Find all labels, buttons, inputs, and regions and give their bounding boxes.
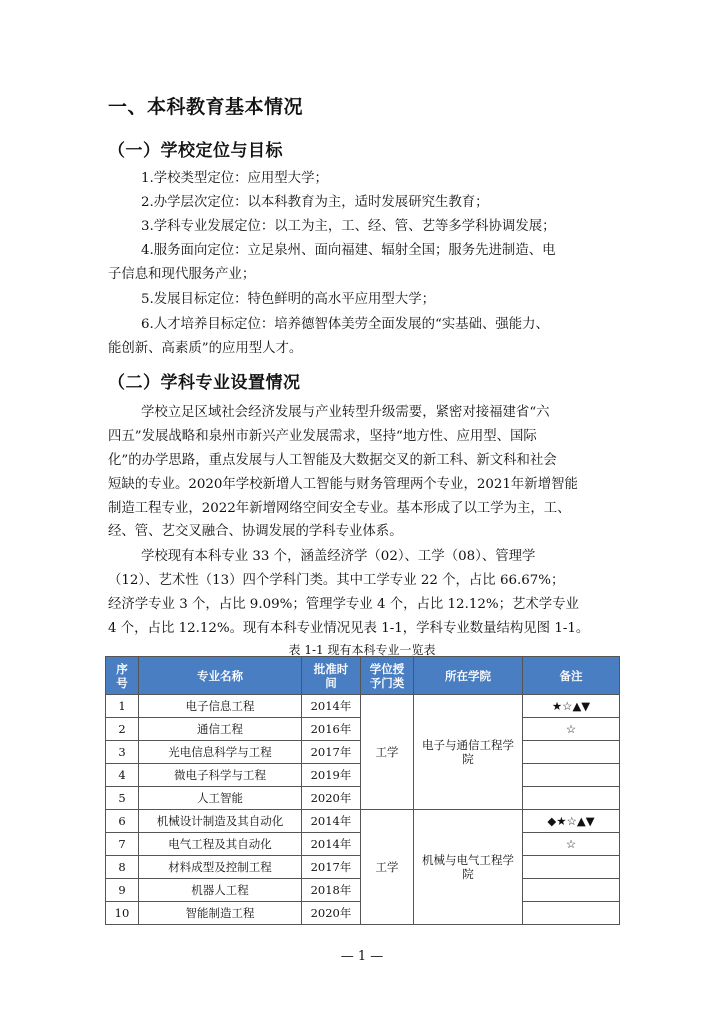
positioning-line: 2.办学层次定位：以本科教育为主，适时发展研究生教育；	[141, 195, 489, 210]
paragraph-line: 短缺的专业。2020年学校新增人工智能与财务管理两个专业，2021年新增智能	[108, 477, 578, 492]
cell-name: 材料成型及控制工程	[139, 856, 302, 879]
cell-no: 6	[106, 810, 139, 833]
cell-year: 2014年	[302, 810, 361, 833]
cell-year: 2019年	[302, 764, 361, 787]
table-header-row	[106, 657, 620, 695]
positioning-line: 能创新、高素质”的应用型人才。	[108, 341, 303, 356]
cell-no: 2	[106, 718, 139, 741]
cell-year: 2014年	[302, 833, 361, 856]
cell-note	[523, 856, 620, 879]
paragraph-line: 经济学专业 3 个，占比 9.09%；管理学专业 4 个，占比 12.12%；艺术学专业	[108, 597, 579, 612]
table-row	[106, 695, 620, 718]
cell-name: 人工智能	[139, 787, 302, 810]
cell-note	[523, 902, 620, 925]
cell-year: 2017年	[302, 741, 361, 764]
header-no: 序号	[106, 657, 139, 695]
cell-note: ★☆▲▼	[523, 695, 620, 718]
cell-degree: 工学	[361, 695, 414, 810]
cell-year: 2014年	[302, 695, 361, 718]
subsection-title-majors: （二）学科专业设置情况	[108, 373, 301, 393]
cell-no: 10	[106, 902, 139, 925]
positioning-line: 3.学科专业发展定位：以工为主，工、经、管、艺等多学科协调发展；	[141, 219, 556, 234]
cell-note	[523, 787, 620, 810]
cell-note	[523, 764, 620, 787]
cell-year: 2018年	[302, 879, 361, 902]
cell-name: 机械设计制造及其自动化	[139, 810, 302, 833]
cell-no: 4	[106, 764, 139, 787]
cell-no: 3	[106, 741, 139, 764]
positioning-line: 5.发展目标定位：特色鲜明的高水平应用型大学；	[141, 292, 435, 307]
positioning-line: 1.学校类型定位：应用型大学；	[141, 171, 328, 186]
positioning-line: 6.人才培养目标定位：培养德智体美劳全面发展的“实基础、强能力、	[141, 317, 549, 332]
positioning-line: 4.服务面向定位：立足泉州、面向福建、辐射全国；服务先进制造、电	[141, 243, 556, 258]
paragraph-line: （12）、艺术性（13）四个学科门类。其中工学专业 22 个，占比 66.67%；	[108, 573, 565, 588]
table-row	[106, 810, 620, 833]
cell-name: 智能制造工程	[139, 902, 302, 925]
cell-college: 电子与通信工程学院	[414, 695, 523, 810]
cell-name: 电子信息工程	[139, 695, 302, 718]
cell-note: ☆	[523, 833, 620, 856]
subsection-title-positioning: （一）学校定位与目标	[108, 141, 283, 161]
cell-year: 2016年	[302, 718, 361, 741]
page-number: — 1 —	[340, 949, 384, 964]
paragraph-line: 经、管、艺交叉融合、协调发展的学科专业体系。	[108, 524, 403, 539]
header-degree: 学位授予门类	[361, 657, 414, 695]
header-college: 所在学院	[414, 657, 523, 695]
cell-no: 1	[106, 695, 139, 718]
header-year: 批准时间	[302, 657, 361, 695]
cell-note: ☆	[523, 718, 620, 741]
cell-no: 7	[106, 833, 139, 856]
table-caption: 表 1-1 现有本科专业一览表	[288, 643, 436, 657]
cell-name: 通信工程	[139, 718, 302, 741]
cell-name: 微电子科学与工程	[139, 764, 302, 787]
paragraph-line: 化”的办学思路，重点发展与人工智能及大数据交叉的新工科、新文科和社会	[108, 453, 557, 468]
cell-no: 5	[106, 787, 139, 810]
section-title: 一、本科教育基本情况	[108, 96, 304, 118]
cell-year: 2020年	[302, 902, 361, 925]
paragraph-line: 四五”发展战略和泉州市新兴产业发展需求，坚持“地方性、应用型、国际	[108, 429, 537, 444]
cell-name: 光电信息科学与工程	[139, 741, 302, 764]
cell-year: 2017年	[302, 856, 361, 879]
cell-name: 电气工程及其自动化	[139, 833, 302, 856]
positioning-line: 子信息和现代服务产业；	[108, 267, 256, 282]
paragraph-line: 学校现有本科专业 33 个，涵盖经济学（02）、工学（08）、管理学	[141, 549, 536, 564]
majors-table	[105, 656, 620, 925]
paragraph-line: 4 个，占比 12.12%。现有本科专业情况见表 1-1，学科专业数量结构见图 1-1。	[108, 621, 590, 636]
cell-year: 2020年	[302, 787, 361, 810]
header-name: 专业名称	[139, 657, 302, 695]
cell-degree: 工学	[361, 810, 414, 925]
cell-no: 9	[106, 879, 139, 902]
cell-note	[523, 879, 620, 902]
paragraph-line: 制造工程专业，2022年新增网络空间安全专业。基本形成了以工学为主，工、	[108, 501, 571, 516]
cell-note	[523, 741, 620, 764]
cell-name: 机器人工程	[139, 879, 302, 902]
cell-college: 机械与电气工程学院	[414, 810, 523, 925]
header-note: 备注	[523, 657, 620, 695]
cell-no: 8	[106, 856, 139, 879]
cell-note: ◆★☆▲▼	[523, 810, 620, 833]
paragraph-line: 学校立足区域社会经济发展与产业转型升级需要，紧密对接福建省“六	[141, 405, 550, 420]
